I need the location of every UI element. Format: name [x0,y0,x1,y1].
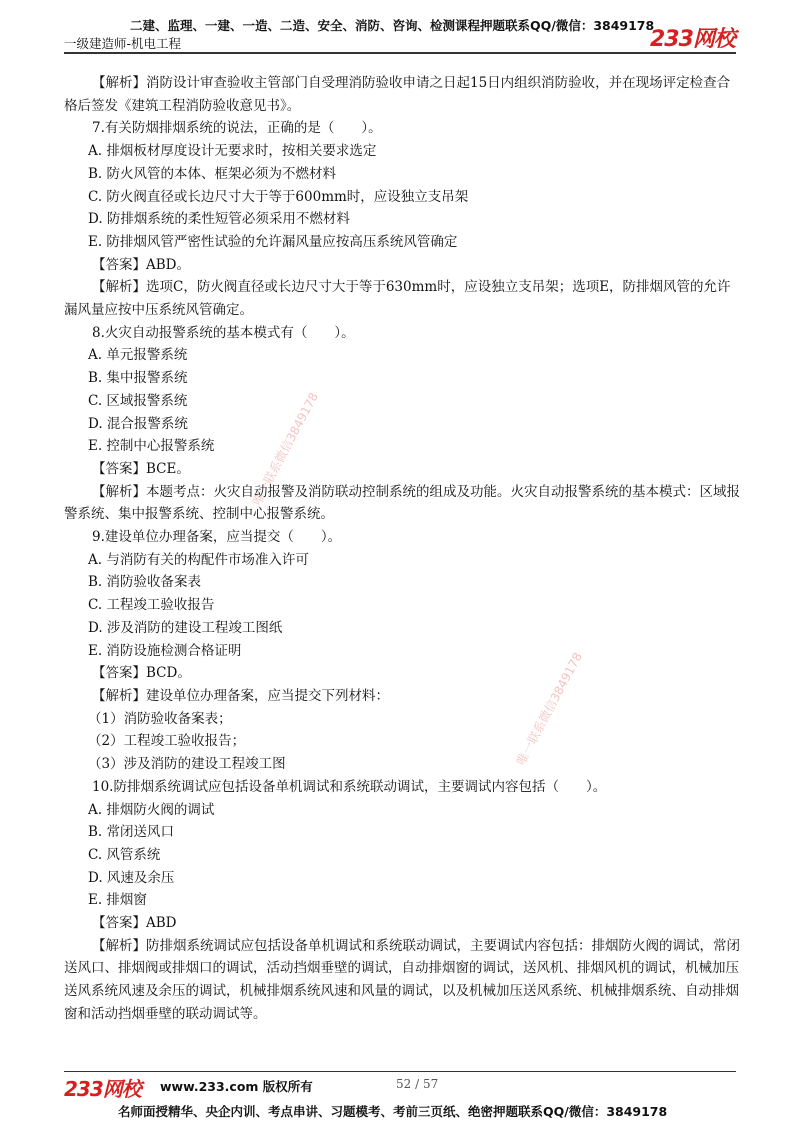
document-body [64,72,740,1026]
analysis-paragraph: 【解析】防排烟系统调试应包括设备单机调试和系统联动调试，主要调试内容包括：排烟防火阀的调试，常闭送风口、排烟阀或排烟口的调试，活动挡烟垂壁的调试，自动排烟窗的调试，送风机、排烟风机的调试，机械加压送风系统风速及余压的调试，机械排烟系统风速和风量的调试，以及机械加压送风系统、机械排烟系统、自动排烟窗和活动挡烟垂壁的联动调试等。 [64,937,740,1022]
answer: 【答案】BCD。 [92,665,191,682]
footer-contact-text: 名师面授精华、央企内训、考点串讲、习题模考、考前三页纸、绝密押题联系QQ/微信：3849178 [118,1104,668,1119]
list-item: （1）消防验收备案表； [88,710,232,727]
option-c: C. 风管系统 [88,846,161,863]
option-e: E. 防排烟风管严密性试验的允许漏风量应按高压系统风管确定 [88,233,458,250]
answer: 【答案】ABD [92,915,177,932]
option-d: D. 混合报警系统 [88,415,188,432]
option-d: D. 防排烟系统的柔性短管必须采用不燃材料 [88,211,350,228]
analysis-paragraph: 【解析】消防设计审查验收主管部门自受理消防验收申请之日起15日内组织消防验收，并在现场评定检查合格后签发《建筑工程消防验收意见书》。 [64,75,731,114]
option-e: E. 控制中心报警系统 [88,438,215,455]
footer-divider [64,1071,736,1072]
question-7: 7.有关防烟排烟系统的说法，正确的是（ ）。 [92,120,382,137]
watermark: 唯一联系微信3849178 [513,650,586,768]
header-contact-text: 二建、监理、一建、一造、二造、安全、消防、咨询、检测课程押题联系QQ/微信：3849178 [130,18,655,33]
option-d: D. 风速及余压 [88,869,175,886]
option-a: A. 排烟板材厚度设计无要求时，按相关要求选定 [88,143,377,160]
answer: 【答案】ABD。 [92,256,190,273]
answer: 【答案】BCE。 [92,460,190,477]
page-header [0,0,800,60]
option-b: B. 常闭送风口 [88,824,175,841]
question-8: 8.火灾自动报警系统的基本模式有（ ）。 [92,324,355,341]
option-e: E. 消防设施检测合格证明 [88,642,242,659]
option-a: A. 单元报警系统 [88,347,188,364]
option-b: B. 消防验收备案表 [88,574,202,591]
option-d: D. 涉及消防的建设工程竣工图纸 [88,619,283,636]
option-b: B. 集中报警系统 [88,370,188,387]
option-a: A. 与消防有关的构配件市场准入许可 [88,551,309,568]
question-9: 9.建设单位办理备案，应当提交（ ）。 [92,529,342,546]
header-divider [64,52,736,54]
option-c: C. 工程竣工验收报告 [88,597,215,614]
analysis-paragraph: 【解析】本题考点：火灾自动报警及消防联动控制系统的组成及功能。火灾自动报警系统的基本模式：区域报警系统、集中报警系统、控制中心报警系统。 [64,483,740,523]
analysis-paragraph: 【解析】选项C，防火阀直径或长边尺寸大于等于630mm时，应设独立支吊架；选项E，防排烟风管的允许漏风量应按中压系统风管确定。 [64,279,731,319]
list-item: （3）涉及消防的建设工程竣工图 [88,756,286,773]
option-b: B. 防火风管的本体、框架必须为不燃材料 [88,165,337,182]
brand-logo [650,22,735,53]
brand-logo-text: 233网校 [650,27,735,52]
analysis-paragraph: 【解析】建设单位办理备案，应当提交下列材料： [92,687,389,704]
watermark: 唯一联系微信3849178 [249,390,322,508]
option-a: A. 排烟防火阀的调试 [88,801,215,818]
option-e: E. 排烟窗 [88,892,147,909]
footer-logo: 233网校 [64,1077,141,1101]
option-c: C. 防火阀直径或长边尺寸大于等于600mm时，应设独立支吊架 [88,188,469,205]
list-item: （2）工程竣工验收报告； [88,733,246,750]
option-c: C. 区域报警系统 [88,392,188,409]
header-subject: 一级建造师-机电工程 [64,36,182,51]
question-10: 10.防排烟系统调试应包括设备单机调试和系统联动调试，主要调试内容包括（ ）。 [92,778,607,795]
footer-site[interactable]: www.233.com 版权所有 [160,1079,313,1094]
page-number: 52 / 57 [396,1077,439,1091]
